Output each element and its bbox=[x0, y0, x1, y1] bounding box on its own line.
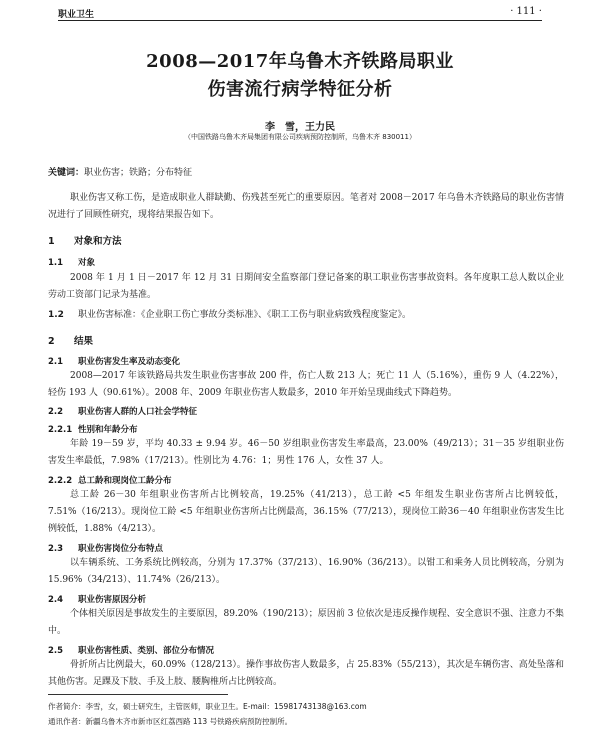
page-number: · 111 · bbox=[510, 6, 542, 17]
section-2-5-heading bbox=[48, 644, 214, 656]
section-2-5-text: 骨折所占比例最大，60.09%（128/213）。操作事故伤害人数最多，占 25.83%（55/213），其次是车辆伤害、高处坠落和其他伤害。足踝及下肢、手及上肢、腰胸椎所占比例较高。 bbox=[48, 660, 564, 687]
section-number: 2 bbox=[48, 336, 55, 347]
affiliation: （中国铁路乌鲁木齐局集团有限公司疾病预防控制所，乌鲁木齐 830011） bbox=[184, 133, 416, 141]
section-number: 2.2 bbox=[48, 407, 64, 417]
journal-name: 职业卫生 bbox=[58, 10, 95, 20]
section-2-2-1-heading bbox=[48, 423, 138, 435]
section-2-2-heading bbox=[48, 405, 197, 417]
section-number: 2.2.1 bbox=[48, 425, 73, 435]
section-1-2-line bbox=[48, 307, 411, 320]
keywords-label: 关键词： bbox=[48, 168, 85, 178]
section-2-2-2-text: 总工龄 26－30 年组职业伤害所占比例较高，19.25%（41/213），总工龄 <5 年组发生职业伤害所占比例较低，7.51%（16/213）。现岗位工龄 <5 年组职业伤害所占比例最高，36.15%（77/213），现岗位工龄36－40 年组职业伤害发生比例较低，1.88%（4/213）。 bbox=[48, 490, 564, 534]
section-title: 性别和年龄分布 bbox=[78, 425, 138, 435]
section-number: 2.2.2 bbox=[48, 476, 73, 486]
section-1-2-text: 职业伤害标准：《企业职工伤亡事故分类标准》、《职工工伤与职业病致残程度鉴定》。 bbox=[78, 310, 412, 320]
section-number: 1.2 bbox=[48, 310, 64, 320]
running-header bbox=[58, 6, 542, 21]
section-2-heading bbox=[48, 333, 93, 347]
section-1-1-text: 2008 年 1 月 1 日－2017 年 12 月 31 日期间安全监察部门登记备案的职工职业伤害事故资料。各年度职工总人数以企业劳动工资部门记录为基准。 bbox=[48, 273, 564, 300]
section-2-1-text: 2008—2017 年该铁路局共发生职业伤害事故 200 件，伤亡人数 213 人；死亡 11 人（5.16%），重伤 9 人（4.22%），轻伤 193 人（90.61%）。2008 年、2009 年职业伤害人数最多，2010 年开始呈现曲线式下降趋势。 bbox=[48, 371, 564, 398]
section-number: 2.4 bbox=[48, 595, 64, 605]
section-title: 结果 bbox=[74, 336, 94, 347]
section-2-2-1-text: 年龄 19－59 岁，平均 40.33 ± 9.94 岁。46－50 岁组职业伤害发生率最高，23.00%（49/213）；31－35 岁组职业伤害发生率最低，7.98%（17/213）。性别比为 4.76：1；男性 176 人，女性 37 人。 bbox=[48, 439, 564, 466]
section-number: 1.1 bbox=[48, 258, 64, 268]
section-title: 职业伤害人群的人口社会学特征 bbox=[78, 407, 198, 417]
section-number: 2.3 bbox=[48, 544, 64, 554]
title-line-2: 伤害流行病学特征分析 bbox=[207, 79, 393, 100]
keywords bbox=[48, 165, 192, 178]
section-title: 职业伤害原因分析 bbox=[78, 595, 147, 605]
footnote-rule bbox=[48, 694, 228, 695]
section-title: 总工龄和现岗位工龄分布 bbox=[78, 476, 172, 486]
section-2-4-heading bbox=[48, 593, 146, 605]
footnote-author-info: 作者简介：李雪，女，硕士研究生，主管医师，职业卫生。E-mail：15981743138@163.com bbox=[48, 702, 367, 711]
section-2-3-heading bbox=[48, 542, 163, 554]
section-2-3-text: 以车辆系统、工务系统比例较高，分别为 17.37%（37/213）、16.90%（36/213）。以钳工和乘务人员比例较高，分别为 15.96%（34/213）、11.74%（26/213）。 bbox=[48, 558, 564, 585]
footnote-contact: 通讯作者：新疆乌鲁木齐市新市区红荔西路 113 号铁路疾病预防控制所。 bbox=[48, 717, 293, 726]
section-title: 职业伤害性质、类别、部位分布情况 bbox=[78, 646, 215, 656]
title-line-1: 2008—2017年乌鲁木齐铁路局职业 bbox=[146, 51, 454, 72]
section-2-1-heading bbox=[48, 355, 180, 367]
section-title: 职业伤害岗位分布特点 bbox=[78, 544, 164, 554]
section-title: 对象 bbox=[78, 258, 96, 268]
section-title: 职业伤害发生率及动态变化 bbox=[78, 357, 181, 367]
section-title: 对象和方法 bbox=[74, 236, 122, 247]
keywords-text: 职业伤害；铁路；分布特征 bbox=[84, 168, 193, 178]
section-1-1-heading bbox=[48, 256, 95, 268]
section-number: 2.1 bbox=[48, 357, 64, 367]
section-2-4-text: 个体相关原因是事故发生的主要原因，89.20%（190/213）；原因前 3 位依次是违反操作规程、安全意识不强、注意力不集中。 bbox=[48, 609, 564, 636]
section-1-heading bbox=[48, 233, 122, 247]
authors: 李 雪，王力民 bbox=[265, 122, 335, 133]
section-number: 1 bbox=[48, 236, 55, 247]
section-2-2-2-heading bbox=[48, 474, 172, 486]
intro-paragraph: 职业伤害又称工伤，是造成职业人群缺勤、伤残甚至死亡的重要原因。笔者对 2008－2017 年乌鲁木齐铁路局的职业伤害情况进行了回顾性研究，现将结果报告如下。 bbox=[48, 193, 564, 220]
section-number: 2.5 bbox=[48, 646, 64, 656]
